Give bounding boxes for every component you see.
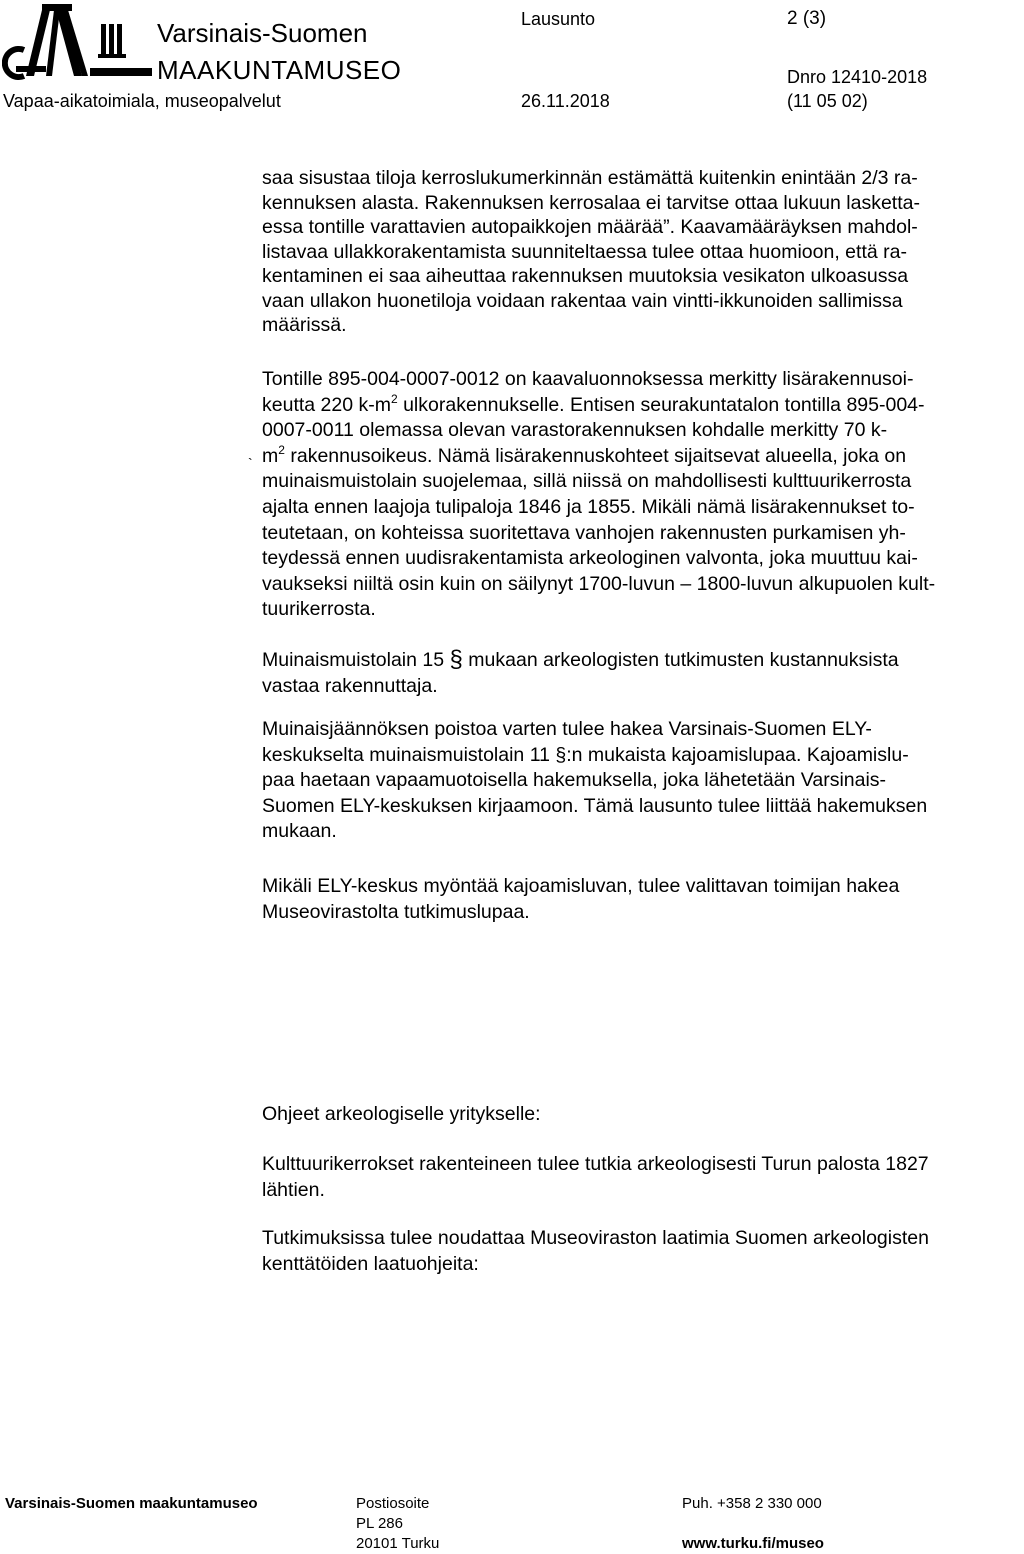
document-type: Lausunto (521, 9, 596, 29)
text-line: Kulttuurikerrokset rakenteineen tulee tutkia arkeologisesti Turun palosta 1827 (262, 1153, 929, 1175)
paragraph-8 (262, 1226, 1022, 1277)
paragraph-3 (262, 647, 1022, 699)
footer-address-city: 20101 Turku (356, 1535, 440, 1552)
text-line: tuurikerrosta. (262, 598, 376, 621)
text-line: Muinaisjäännöksen poistoa varten tulee hakea Varsinais-Suomen ELY- (262, 718, 872, 740)
paragraph-2 (262, 367, 1022, 623)
text-line: Ohjeet arkeologiselle yritykselle: (262, 1103, 541, 1125)
text-line: saa sisustaa tiloja kerroslukumerkinnän estämättä kuitenkin enintään 2/3 ra- (262, 167, 918, 189)
text-line: teydessä ennen uudisrakentamista arkeologinen valvonta, joka muuttuu kai- (262, 547, 918, 570)
document-date: 26.11.2018 (521, 91, 610, 111)
footer-website-link[interactable]: www.turku.fi/museo (682, 1535, 824, 1552)
paragraph-5 (262, 874, 1022, 925)
text-line: lähtien. (262, 1178, 325, 1201)
footer-address-label: Postiosoite (356, 1495, 430, 1512)
text-line: vastaa rakennuttaja. (262, 674, 438, 697)
text-line: 0007-0011 olemassa olevan varastorakennuksen kohdalle merkitty 70 k- (262, 419, 888, 442)
text-line: vaan ullakon huonetiloja voidaan rakentaa vain vintti-ikkunoiden sallimissa (262, 289, 903, 312)
text-line: kenttätöiden laatuohjeita: (262, 1252, 479, 1275)
text-line: Muinaismuistolain 15 § mukaan arkeologisten tutkimusten kustannuksista (262, 646, 899, 673)
org-name: Varsinais-Suomen (157, 18, 368, 48)
text-line: Suomen ELY-keskuksen kirjaamoon. Tämä lausunto tulee liittää hakemuksen (262, 794, 928, 817)
footer-address (356, 1494, 439, 1554)
paragraph-4 (262, 717, 1022, 845)
text-line: kennuksen alasta. Rakennuksen kerrosalaa ei tarvitse ottaa lukuun lasketta- (262, 191, 920, 214)
footer-contact (682, 1494, 824, 1554)
footer-org: Varsinais-Suomen maakuntamuseo (5, 1495, 258, 1512)
text-line: paa haetaan vapaamuotoisella hakemuksella, joka lähetetään Varsinais- (262, 769, 887, 792)
text-line: keutta 220 $k-m^2$ ulkorakennukselle. Entisen seurakuntatalon tontilla 895-004- (262, 391, 925, 416)
text-line: määrissä. (262, 314, 347, 336)
paragraph-7 (262, 1152, 1022, 1203)
footer-phone: Puh. +358 2 330 000 (682, 1495, 822, 1512)
text-line: ajalta ennen laajoja tulipaloja 1846 ja 1855. Mikäli nämä lisärakennukset to- (262, 495, 915, 518)
margin-mark: ` (248, 455, 253, 471)
text-line: Tutkimuksissa tulee noudattaa Museoviraston laatimia Suomen arkeologisten (262, 1227, 929, 1249)
org-name-uppercase: MAAKUNTAMUSEO (157, 55, 402, 85)
page-number: 2 (3) (787, 8, 827, 29)
text-line: Museovirastolta tutkimuslupaa. (262, 900, 530, 923)
text-line: listavaa ullakkorakentamista suunniteltaessa tulee ottaa huomioon, että ra- (262, 240, 907, 263)
text-line: keskukselta muinaismuistolain 11 §:n mukaista kajoamislupaa. Kajoamislu- (262, 743, 909, 766)
text-line: teutetaan, on kohteissa suoritettava vanhojen rakennusten purkamisen yh- (262, 521, 906, 544)
footer-address-box: PL 286 (356, 1515, 403, 1532)
text-line: Mikäli ELY-keskus myöntää kajoamisluvan, tulee valittavan toimijan hakea (262, 875, 900, 897)
museum-logo-icon (2, 2, 152, 84)
text-line: kentaminen ei saa aiheuttaa rakennuksen muutoksia vesikaton ulkoasussa (262, 265, 909, 287)
text-line: Tontille 895-004-0007-0012 on kaavaluonnoksessa merkitty lisärakennusoi- (262, 368, 914, 390)
archive-code: (11 05 02) (787, 91, 868, 111)
text-line: muinaismuistolain suojelemaa, sillä niissä on mahdollisesti kulttuurikerrosta (262, 470, 912, 493)
text-line: $m^2$ rakennusoikeus. Nämä lisärakennuskohteet sijaitsevat alueella, joka on (262, 442, 907, 467)
text-line: essa tontille varattavien autopaikkojen määrää”. Kaavamääräyksen mahdol- (262, 216, 918, 238)
text-line: mukaan. (262, 820, 337, 843)
text-line: vaukseksi niiltä osin kuin on säilynyt 1700-luvun – 1800-luvun alkupuolen kult- (262, 572, 936, 595)
paragraph-1 (262, 166, 1022, 338)
dnro: Dnro 12410-2018 (787, 67, 928, 87)
department: Vapaa-aikatoimiala, museopalvelut (3, 91, 281, 111)
paragraph-6 (262, 1102, 1022, 1128)
